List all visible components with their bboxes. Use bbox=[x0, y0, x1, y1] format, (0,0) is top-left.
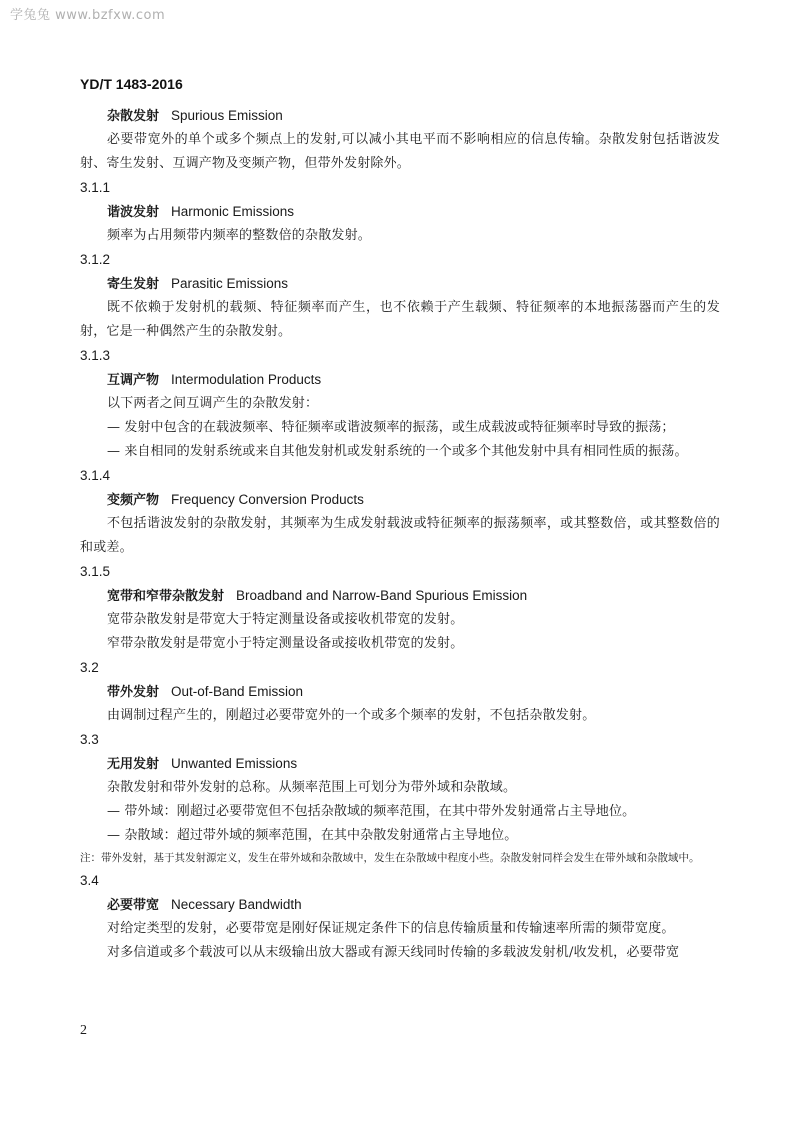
term-heading bbox=[80, 752, 720, 776]
term-chinese: 互调产物 bbox=[107, 373, 160, 388]
paragraph: 以下两者之间互调产生的杂散发射： bbox=[107, 396, 319, 411]
section-number: 3.1.2 bbox=[80, 252, 111, 267]
section-number: 3.1.3 bbox=[80, 348, 111, 363]
term-heading bbox=[80, 104, 720, 128]
section-number: 3.1.1 bbox=[80, 180, 111, 195]
term-english: Unwanted Emissions bbox=[171, 756, 298, 771]
term-chinese: 无用发射 bbox=[107, 757, 160, 772]
paragraph: 窄带杂散发射是带宽小于特定测量设备或接收机带宽的发射。 bbox=[107, 636, 464, 651]
watermark-text: 学兔兔 www.bzfxw.com bbox=[10, 8, 166, 23]
term-chinese: 杂散发射 bbox=[107, 109, 160, 124]
term-heading bbox=[80, 584, 720, 608]
section-number: 3.3 bbox=[80, 732, 99, 747]
section-number: 3.1.4 bbox=[80, 468, 111, 483]
paragraph: 杂散发射和带外发射的总称。从频率范围上可划分为带外域和杂散域。 bbox=[107, 780, 517, 795]
term-heading bbox=[80, 200, 720, 224]
term-chinese: 谐波发射 bbox=[107, 205, 160, 220]
note-text: 注：带外发射，基于其发射源定义，发生在带外域和杂散域中，发生在杂散域中程度小些。杂散发射同样会发生在带外域和杂散域中。 bbox=[80, 852, 700, 864]
term-heading bbox=[80, 488, 720, 512]
standard-code-header: YD/T 1483-2016 bbox=[80, 76, 183, 92]
term-heading bbox=[80, 272, 720, 296]
paragraph: 必要带宽外的单个或多个频点上的发射,可以减小其电平而不影响相应的信息传输。杂散发射包括谐波发射、寄生发射、互调产物及变频产物，但带外发射除外。 bbox=[80, 132, 720, 171]
paragraph: 由调制过程产生的，刚超过必要带宽外的一个或多个频率的发射，不包括杂散发射。 bbox=[107, 708, 596, 723]
term-chinese: 变频产物 bbox=[107, 493, 160, 508]
page-number: 2 bbox=[80, 1023, 87, 1038]
paragraph: 既不依赖于发射机的载频、特征频率而产生，也不依赖于产生载频、特征频率的本地振荡器而产生的发射，它是一种偶然产生的杂散发射。 bbox=[80, 300, 720, 339]
term-english: Necessary Bandwidth bbox=[171, 897, 302, 912]
term-chinese: 寄生发射 bbox=[107, 277, 160, 292]
section-number: 3.1.5 bbox=[80, 564, 111, 579]
term-chinese: 带外发射 bbox=[107, 685, 160, 700]
section-number: 3.4 bbox=[80, 873, 99, 888]
term-english: Harmonic Emissions bbox=[171, 204, 295, 219]
term-english: Intermodulation Products bbox=[171, 372, 322, 387]
paragraph: 对给定类型的发射，必要带宽是刚好保证规定条件下的信息传输质量和传输速率所需的频带宽度。 bbox=[107, 921, 675, 936]
term-heading bbox=[80, 368, 720, 392]
term-heading bbox=[80, 680, 720, 704]
term-english: Parasitic Emissions bbox=[171, 276, 289, 291]
term-english: Spurious Emission bbox=[171, 108, 283, 123]
term-english: Frequency Conversion Products bbox=[171, 492, 364, 507]
paragraph: 宽带杂散发射是带宽大于特定测量设备或接收机带宽的发射。 bbox=[107, 612, 464, 627]
list-item: — 带外域：刚超过必要带宽但不包括杂散域的频率范围，在其中带外发射通常占主导地位。 bbox=[107, 804, 636, 819]
list-item: — 发射中包含的在载波频率、特征频率或谐波频率的振荡，或生成载波或特征频率时导致的振荡； bbox=[107, 420, 675, 435]
paragraph: 频率为占用频带内频率的整数倍的杂散发射。 bbox=[107, 228, 372, 243]
term-english: Broadband and Narrow-Band Spurious Emission bbox=[236, 588, 528, 603]
list-item: — 杂散域：超过带外域的频率范围，在其中杂散发射通常占主导地位。 bbox=[107, 828, 518, 843]
term-heading bbox=[80, 893, 720, 917]
list-item: — 来自相同的发射系统或来自其他发射机或发射系统的一个或多个其他发射中具有相同性质的振荡。 bbox=[107, 444, 688, 459]
term-english: Out-of-Band Emission bbox=[171, 684, 304, 699]
paragraph: 不包括谐波发射的杂散发射，其频率为生成发射载波或特征频率的振荡频率，或其整数倍，或其整数倍的和或差。 bbox=[80, 516, 720, 555]
document-body bbox=[80, 104, 720, 965]
paragraph: 对多信道或多个载波可以从末级输出放大器或有源天线同时传输的多载波发射机/收发机，必要带宽 bbox=[107, 945, 680, 960]
term-chinese: 必要带宽 bbox=[107, 898, 160, 913]
term-chinese: 宽带和窄带杂散发射 bbox=[107, 589, 225, 604]
section-number: 3.2 bbox=[80, 660, 99, 675]
